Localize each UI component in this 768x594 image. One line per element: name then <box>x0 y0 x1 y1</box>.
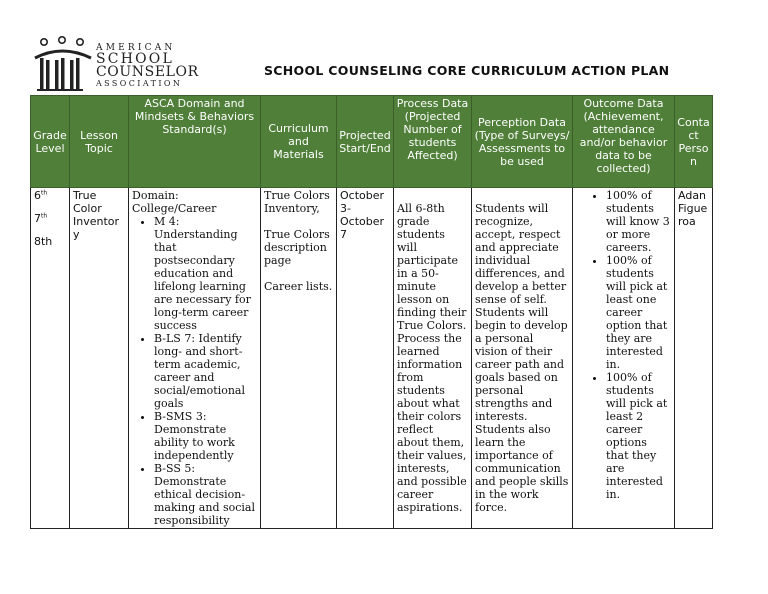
cell-asca-domain <box>129 188 261 529</box>
logo-line-school: SCHOOL <box>96 51 174 67</box>
header-curriculum-materials: Curriculum and Materials <box>261 96 337 188</box>
action-plan-table <box>30 95 713 529</box>
domain-label: Domain: College/Career <box>132 189 217 215</box>
cell-perception-data <box>472 188 573 529</box>
header-grade-level: Grade Level <box>31 96 70 188</box>
header-process-data: Process Data (Projected Number of students Affected) <box>394 96 472 188</box>
outcome-item: • 100% of students will pick at least 2 career options that they are interested in. <box>606 371 671 501</box>
asca-logo-mark <box>33 36 95 94</box>
cell-process-data <box>394 188 472 529</box>
material-item: True Colors description page <box>264 228 330 267</box>
logo-wordmark <box>96 43 199 89</box>
outcome-item: • 100% of students will pick at least one career option that they are interested in. <box>606 254 671 371</box>
standard-item: • M 4: Understanding that postsecondary education and lifelong learning are necessary for long-term career success <box>154 215 257 332</box>
logo-line-association: ASSOCIATION <box>96 79 183 88</box>
standards-list <box>132 215 257 527</box>
outcome-list <box>576 189 671 501</box>
header-outcome-data: Outcome Data (Achievement, attendance and/or behavior data to be collected) <box>573 96 675 188</box>
header-contact-person: Contact Person <box>675 96 713 188</box>
header-lesson-topic: Lesson Topic <box>70 96 129 188</box>
cell-contact-person: Adan Figueroa <box>675 188 713 529</box>
cell-lesson-topic: True Color Inventory <box>70 188 129 529</box>
cell-grade-level <box>31 188 70 529</box>
process-data-text: All 6-8th grade students will participate in a 50-minute lesson on finding their True Colors. Process the learned information from students about what their colors reflect about them, their values, interests, and possible career aspirations. <box>397 202 467 514</box>
cell-projected-start-end: October 3-October 7 <box>337 188 394 529</box>
header-asca-domain: ASCA Domain and Mindsets & Behaviors Standard(s) <box>129 96 261 188</box>
material-item: Career lists. <box>264 280 333 293</box>
grade-6: 6th <box>34 189 48 202</box>
header-projected-start-end: Projected Start/End <box>337 96 394 188</box>
document-title: SCHOOL COUNSELING CORE CURRICULUM ACTION PLAN <box>264 63 670 78</box>
standard-item: • B-SMS 3: Demonstrate ability to work independently <box>154 410 257 462</box>
table-header-row <box>31 96 713 188</box>
material-item: True Colors Inventory, <box>264 189 330 215</box>
outcome-item: • 100% of students will know 3 or more careers. <box>606 189 671 254</box>
cell-outcome-data <box>573 188 675 529</box>
perception-data-text: Students will recognize, accept, respect and appreciate individual differences, and develop a better sense of self. Students will begin to develop a personal vision of their career path and goals based on personal strengths and interests. Students also learn the importance of communication and people skills in the work force. <box>475 202 569 514</box>
table-row <box>31 188 713 529</box>
grade-8: 8th <box>34 235 53 248</box>
header-perception-data: Perception Data (Type of Surveys/ Assessments to be used <box>472 96 573 188</box>
grade-7: 7th <box>34 212 48 225</box>
standard-item: • B-SS 5: Demonstrate ethical decision-making and social responsibility <box>154 462 257 527</box>
standard-item: • B-LS 7: Identify long- and short-term academic, career and social/emotional goals <box>154 332 257 410</box>
logo-line-american: AMERICAN <box>96 43 176 53</box>
logo-line-counselor: COUNSELOR <box>96 64 199 80</box>
cell-curriculum-materials <box>261 188 337 529</box>
asca-logo <box>33 36 199 94</box>
